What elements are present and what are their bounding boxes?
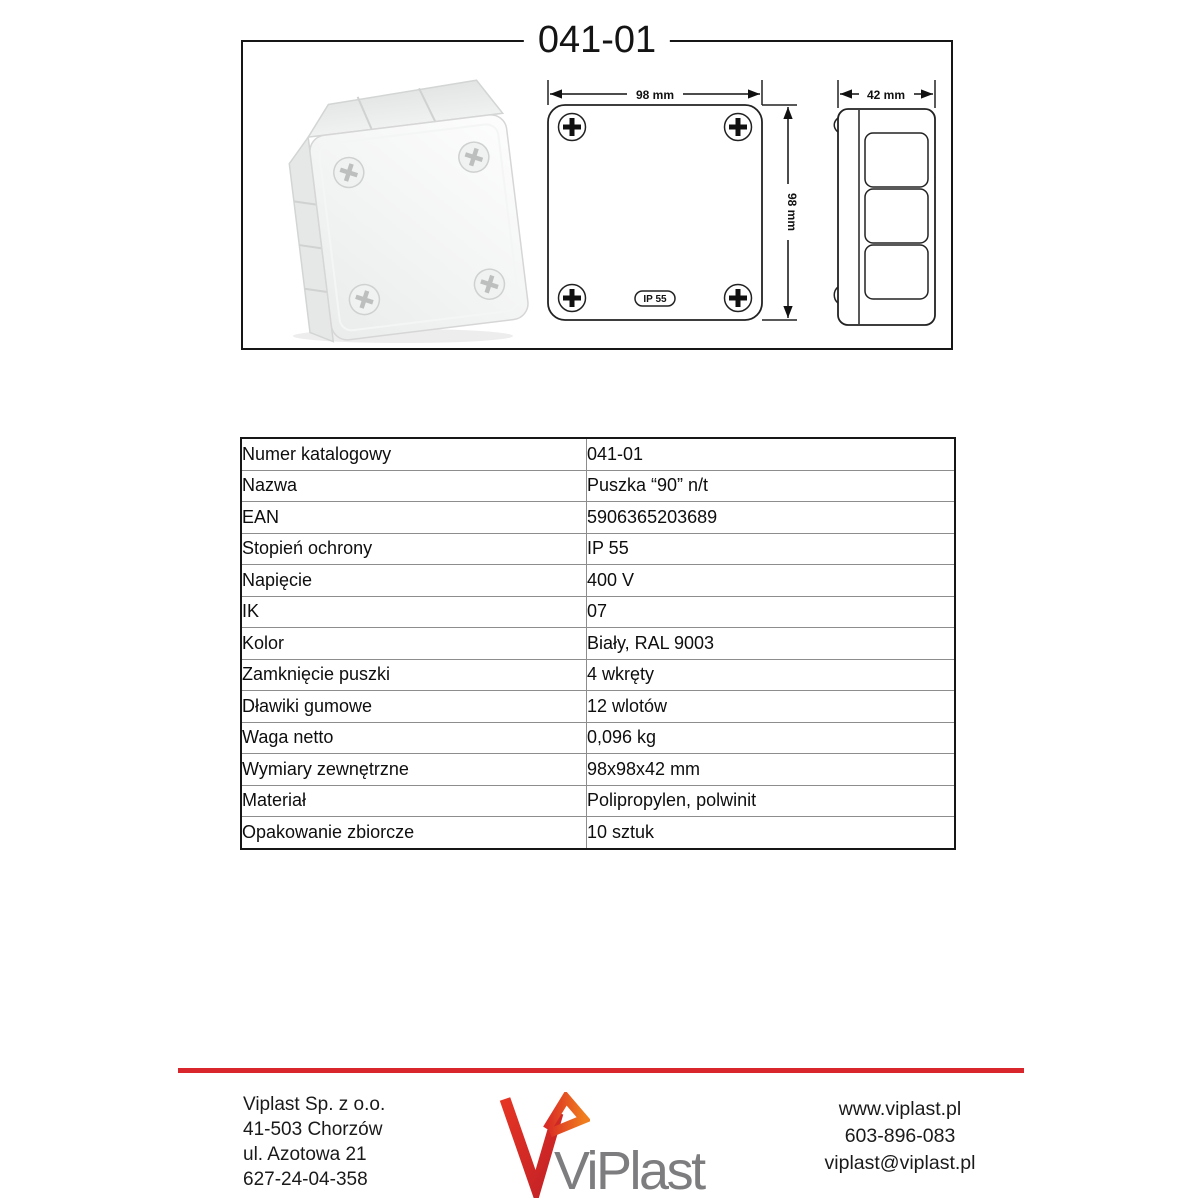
- contact-block: [780, 1096, 1020, 1177]
- spec-row: [241, 596, 955, 628]
- contact-line: www.viplast.pl: [838, 1098, 962, 1120]
- spec-value: 4 wkręty: [587, 659, 956, 691]
- spec-row: [241, 785, 955, 817]
- logo-arrow-stroke: [547, 1098, 584, 1133]
- spec-value: 07: [587, 596, 956, 628]
- screw-icon: [725, 285, 752, 312]
- screw-icon: [725, 114, 752, 141]
- footer-divider: [178, 1068, 1024, 1073]
- spec-label: Stopień ochrony: [241, 533, 587, 565]
- spec-table: [240, 437, 956, 850]
- spec-label: IK: [241, 596, 587, 628]
- spec-row: [241, 659, 955, 691]
- spec-row: [241, 628, 955, 660]
- spec-row: [241, 470, 955, 502]
- spec-value: 0,096 kg: [587, 722, 956, 754]
- screw-icon: [559, 285, 586, 312]
- company-address-line: 41-503 Chorzów: [243, 1119, 383, 1140]
- viplast-logo-text: ViPlast: [554, 1141, 704, 1200]
- spec-label: Opakowanie zbiorcze: [241, 817, 587, 849]
- spec-label: Napięcie: [241, 565, 587, 597]
- contact-line: 603-896-083: [844, 1125, 956, 1147]
- ip-rating-badge: [635, 291, 675, 306]
- spec-label: Dławiki gumowe: [241, 691, 587, 723]
- spec-value: Polipropylen, polwinit: [587, 785, 956, 817]
- spec-value: 98x98x42 mm: [587, 754, 956, 786]
- spec-label: Nazwa: [241, 470, 587, 502]
- screw-icon: [559, 114, 586, 141]
- spec-label: Wymiary zewnętrzne: [241, 754, 587, 786]
- spec-value: 5906365203689: [587, 502, 956, 534]
- spec-value: Puszka “90” n/t: [587, 470, 956, 502]
- spec-value: 400 V: [587, 565, 956, 597]
- spec-row: [241, 533, 955, 565]
- spec-label: EAN: [241, 502, 587, 534]
- spec-value: 12 wlotów: [587, 691, 956, 723]
- spec-row: [241, 438, 955, 470]
- viplast-logo: [498, 1090, 728, 1200]
- company-address-line: ul. Azotowa 21: [243, 1144, 367, 1165]
- spec-row: [241, 691, 955, 723]
- spec-row: [241, 722, 955, 754]
- company-address-block: [243, 1092, 385, 1192]
- front-view-drawing: [535, 78, 805, 334]
- spec-label: Kolor: [241, 628, 587, 660]
- page-title: 041-01: [524, 18, 670, 62]
- side-view-drawing: [830, 78, 948, 334]
- spec-value: 041-01: [587, 438, 956, 470]
- junction-box-3d: [282, 77, 530, 344]
- spec-row: [241, 817, 955, 849]
- spec-label: Materiał: [241, 785, 587, 817]
- contact-line: viplast@viplast.pl: [824, 1152, 976, 1174]
- spec-label: Numer katalogowy: [241, 438, 587, 470]
- box-front-face: [308, 113, 530, 342]
- spec-table-body: [241, 438, 955, 849]
- front-height-label: 98 mm: [785, 192, 799, 232]
- ip-rating-label: IP 55: [643, 294, 667, 305]
- spec-value: Biały, RAL 9003: [587, 628, 956, 660]
- logo-v-stroke: [505, 1099, 558, 1188]
- side-depth-label: 42 mm: [866, 88, 906, 102]
- front-width-label: 98 mm: [635, 88, 675, 102]
- knockout-segment: [865, 133, 928, 187]
- product-image-panel: [241, 19, 953, 350]
- company-address-line: 627-24-04-358: [243, 1169, 368, 1190]
- knockout-segment: [865, 189, 928, 243]
- spec-row: [241, 565, 955, 597]
- spec-label: Waga netto: [241, 722, 587, 754]
- knockout-segment: [865, 245, 928, 299]
- spec-row: [241, 502, 955, 534]
- spec-value: 10 sztuk: [587, 817, 956, 849]
- spec-label: Zamknięcie puszki: [241, 659, 587, 691]
- spec-value: IP 55: [587, 533, 956, 565]
- company-address-line: Viplast Sp. z o.o.: [243, 1094, 386, 1115]
- spec-row: [241, 754, 955, 786]
- product-photo: [255, 70, 539, 348]
